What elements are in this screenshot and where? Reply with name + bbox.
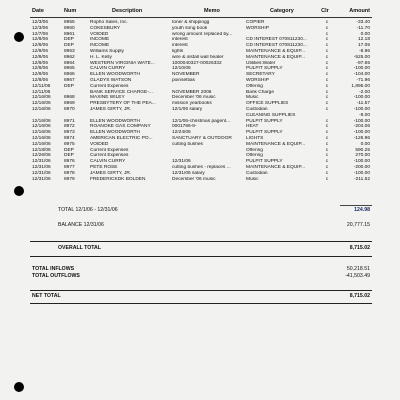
cell-amount: -100.00 [353,130,370,136]
cell-description: INCOME [90,37,110,43]
cell-date: 12/16/06 [32,135,51,141]
cell-clr: c [325,118,329,124]
cell-amount: -525.00 [353,54,370,60]
cell-date: 12/31/06 [32,159,51,165]
cell-amount: 270.00 [355,153,370,159]
cell-num: 8968 [64,95,75,101]
punch-hole-bottom [14,382,24,392]
transaction-list [0,20,400,182]
header-clr: Clr [321,8,329,14]
cell-description: VOIDED [90,141,109,147]
cell-category: PULPIT SUPPLY [246,66,283,72]
overall-rule-bottom [30,256,372,257]
cell-category: Utilities:Water [246,60,276,66]
cell-description: JAMES GIRTY, JR. [90,106,132,112]
cell-category: WORSHIP [246,77,269,83]
cell-amount: -100.00 [353,95,370,101]
cell-num: 8967 [64,77,75,83]
cell-description: H. L. Kelly [90,54,112,60]
cell-date: 12/8/06 [32,66,49,72]
cell-clr: c [325,159,329,165]
cell-num: 8963 [64,48,75,54]
cell-amount: -2.00 [359,89,370,95]
cell-description: Ropho Sales, Inc. [90,20,128,25]
cell-clr: c [325,164,329,170]
cell-amount: -200.00 [353,164,370,170]
cell-description: CALVIN CURRY [90,66,126,72]
cell-num: DEP [64,37,74,43]
cell-memo: NOVEMBER 2006 [172,89,212,95]
cell-description: CALVIN CURRY [90,159,126,165]
table-row [0,177,400,183]
cell-date: 12/31/06 [32,164,51,170]
punch-hole-middle [14,186,24,196]
cell-clr: c [325,48,329,54]
cell-clr: c [325,130,329,136]
cell-amount: -100.00 [353,118,370,124]
cell-num: 8966 [64,72,75,78]
cell-memo: mission yearbooks [172,101,212,107]
header-category: Category [270,8,294,14]
cell-memo: interest [172,37,188,43]
header-num: Num [64,8,77,14]
cell-date: 12/3/06 [32,20,49,25]
net-total-label: NET TOTAL [32,293,61,299]
cell-amount: -100.00 [353,170,370,176]
cell-description: GLADYS WATSON [90,77,132,83]
header-description: Description [112,8,143,14]
cell-category: PULPIT SUPPLY [246,118,283,124]
cell-clr: c [325,176,329,182]
cell-num: 8970 [64,106,75,112]
cell-memo: 12/31/06 salary [172,170,205,176]
cell-num: 8971 [64,118,75,124]
cell-amount: -11.70 [356,25,370,31]
cell-num: 8973 [64,130,75,136]
cell-amount: -204.06 [353,124,370,130]
cell-num: DEP [64,153,74,159]
cell-date: 12/8/06 [32,43,49,49]
cell-memo: cutting bushes - replaces ... [172,164,231,170]
cell-date: 12/11/06 [32,89,51,95]
cell-clr: c [325,72,329,78]
cell-description: ROANOKE GAS COMPANY [90,124,151,130]
cell-amount: 590.25 [355,147,370,153]
cell-category: PULPIT SUPPLY [246,159,283,165]
total-outflows-label: TOTAL OUTFLOWS [32,273,80,279]
cell-category: Music [246,176,259,182]
cell-description: Williams Supply [90,48,124,54]
cell-date: 12/7/06 [32,31,49,37]
cell-memo: 0001766-8- [172,124,197,130]
cell-num: 8969 [64,101,75,107]
cell-date: 12/18/06 [32,147,51,153]
cell-clr: c [325,25,329,31]
cell-clr: c [325,66,329,72]
cell-category: MAINTENANCE & EQUIP... [246,54,306,60]
cell-category: Custodian [246,170,268,176]
cell-clr: c [325,106,329,112]
cell-category: CD INTEREST 070811230... [246,37,307,43]
cell-category: Bank Charge [246,89,274,95]
cell-date: 12/8/06 [32,60,49,66]
total-outflows-value: -41,503.49 [345,273,370,279]
cell-clr: c [325,153,329,159]
cell-amount: -8.96 [359,48,370,54]
cell-num: 8974 [64,135,75,141]
cell-amount: -97.65 [356,60,370,66]
cell-num: DEP [64,43,74,49]
cell-memo: 12/1/06-christmas pagent... [172,118,231,124]
cell-description: MAXINE WILEY [90,95,125,101]
cell-date: 12/16/06 [32,141,51,147]
cell-description: PRESBYTERY OF THE PEA... [90,101,156,107]
cell-description: Current Expenses [90,153,129,159]
cell-clr: c [325,124,329,130]
cell-clr: c [325,170,329,176]
total-inflows-label: TOTAL INFLOWS [32,266,75,272]
cell-memo: interest [172,43,188,49]
cell-memo: toner & shippingg [172,20,210,25]
overall-total-label: OVERALL TOTAL [58,245,101,251]
cell-description: ELLEN WOODWORTH [90,130,141,136]
cell-category: MAINTENANCE & EQUIP... [246,164,306,170]
cell-date: 12/8/06 [32,37,49,43]
cell-amount: -100.00 [353,106,370,112]
cell-memo: wrong amount replaced by... [172,31,233,37]
cell-amount: -8.00 [359,112,370,118]
overall-rule-top [30,241,372,242]
balance-label: BALANCE 12/31/06 [58,222,104,228]
cell-clr: c [325,89,329,95]
cell-memo: wire & install wall heater [172,54,224,60]
cell-date: 12/16/06 [32,95,51,101]
header-memo: Memo [204,8,220,14]
net-rule-bottom [30,303,372,304]
period-total-value: 124.98 [354,207,370,213]
cell-amount: -100.00 [353,66,370,72]
cell-clr: c [325,77,329,83]
cell-num: 8977 [64,164,75,170]
balance-value: 20,777.15 [346,222,370,228]
cell-date: 12/8/06 [32,77,49,83]
cell-category: Custodian [246,106,268,112]
cell-memo: SANCTUARY & OUTDOOR [172,135,232,141]
cell-memo: 12/31/06 [172,159,191,165]
overall-total-value: 8,715.02 [349,245,370,251]
cell-amount: -211.52 [354,176,370,182]
period-total-label: TOTAL 12/1/06 - 12/31/06 [58,207,118,213]
cell-clr: c [325,101,329,107]
cell-category: Music [246,95,259,101]
cell-date: 12/16/06 [32,101,51,107]
cell-num: 8965 [64,66,75,72]
cell-num: 8955 [64,20,75,25]
cell-num: 8979 [64,176,75,182]
header-date: Date [32,8,44,14]
cell-num: DEP [64,147,74,153]
cell-category: Offering [246,147,263,153]
cell-description: FREDERICKDK BOLDEN [90,176,146,182]
cell-description: VOIDED [90,31,109,37]
cell-category: COPIER [246,20,265,25]
cell-memo: 12/10/06 [172,66,191,72]
cell-memo: lights [172,48,184,54]
cell-category: OFFICE SUPPLIES [246,101,289,107]
cell-date: 12/8/06 [32,72,49,78]
cell-memo: poinsettias [172,77,195,83]
cell-category: LIGHTS [246,135,264,141]
net-rule-top [30,290,372,291]
header-amount: Amount [349,8,370,14]
cell-num: 8960 [64,25,75,31]
cell-category: Offering [246,153,263,159]
cell-memo: cutting bushes [172,141,203,147]
cell-clr: c [325,95,329,101]
cell-date: 12/16/06 [32,124,51,130]
cell-amount: 17.05 [357,43,370,49]
cell-clr: c [325,54,329,60]
cell-category: CLEANING SUPPLIES [246,112,296,118]
cell-num: 8962 [64,54,75,60]
cell-category: WORSHIP [246,25,269,31]
cell-description: JAMES GIRTY, JR. [90,170,132,176]
cell-memo: December '06 music [172,95,216,101]
cell-description: ELLEN WOODWORTH [90,118,141,124]
cell-description: BANK SERVICE CHARGE-... [90,89,153,95]
cell-date: 12/31/06 [32,170,51,176]
cell-num: 8976 [64,159,75,165]
cell-date: 12/26/06 [32,153,51,159]
cell-clr: c [325,37,329,43]
cell-clr: c [325,141,329,147]
cell-clr: c [325,83,329,89]
cell-date: 12/16/06 [32,130,51,136]
cell-description: Current Expenses [90,147,129,153]
cell-description: WESTERN VIRGINIA WATE... [90,60,155,66]
subtotal-rule [340,205,372,206]
cell-category: SECRETARY [246,72,275,78]
cell-amount: -71.96 [356,77,370,83]
cell-amount: -100.00 [353,159,370,165]
cell-description: ELLEN WOODWORTH [90,72,141,78]
cell-date: 12/31/06 [32,176,51,182]
cell-memo: youth song book [172,25,208,31]
cell-clr: c [325,43,329,49]
cell-description: COKESBURY [90,25,121,31]
cell-category: CD INTEREST 070811230... [246,43,307,49]
cell-category: PULPIT SUPPLY [246,130,283,136]
cell-clr: c [325,147,329,153]
cell-amount: 1,895.00 [351,83,370,89]
cell-date: 12/16/06 [32,118,51,124]
cell-memo: NOVEMBER [172,72,200,78]
cell-memo: 12/1/06 salary [172,106,203,112]
net-total-value: 8,715.02 [349,293,370,299]
header-divider [30,17,372,18]
cell-amount: -126.96 [353,135,370,141]
cell-memo: 12/24/06 [172,130,191,136]
cell-num: 8978 [64,170,75,176]
cell-memo: 1000040327-00026332 [172,60,222,66]
cell-clr: c [325,135,329,141]
cell-date: 12/8/06 [32,48,49,54]
cell-num: 8975 [64,141,75,147]
cell-amount: -33.40 [356,20,370,25]
cell-description: Current Expenses [90,83,129,89]
cell-description: PETE ROSE [90,164,118,170]
cell-memo: December '06 music [172,176,216,182]
cell-num: DEP [64,83,74,89]
cell-date: 12/8/06 [32,54,49,60]
cell-amount: 0.00 [360,31,370,37]
cell-num: 8964 [64,60,75,66]
cell-date: 12/11/06 [32,83,51,89]
cell-amount: -11.57 [356,101,370,107]
cell-category: MAINTENANCE & EQUIP... [246,141,306,147]
cell-date: 12/3/06 [32,25,49,31]
cell-category: Offering [246,83,263,89]
cell-clr: c [325,20,329,25]
cell-category: HEAT [246,124,259,130]
cell-description: AMERICAN ELECTRIC PO... [90,135,153,141]
cell-amount: 12.18 [357,37,370,43]
cell-num: 8972 [64,124,75,130]
cell-amount: 0.00 [360,141,370,147]
cell-date: 12/16/06 [32,106,51,112]
cell-category: MAINTENANCE & EQUIP... [246,48,306,54]
cell-num: 8961 [64,31,75,37]
cell-clr: c [325,60,329,66]
cell-clr: c [325,31,329,37]
cell-amount: -104.00 [353,72,370,78]
total-inflows-value: 50,218.51 [346,266,370,272]
cell-description: INCOME [90,43,110,49]
